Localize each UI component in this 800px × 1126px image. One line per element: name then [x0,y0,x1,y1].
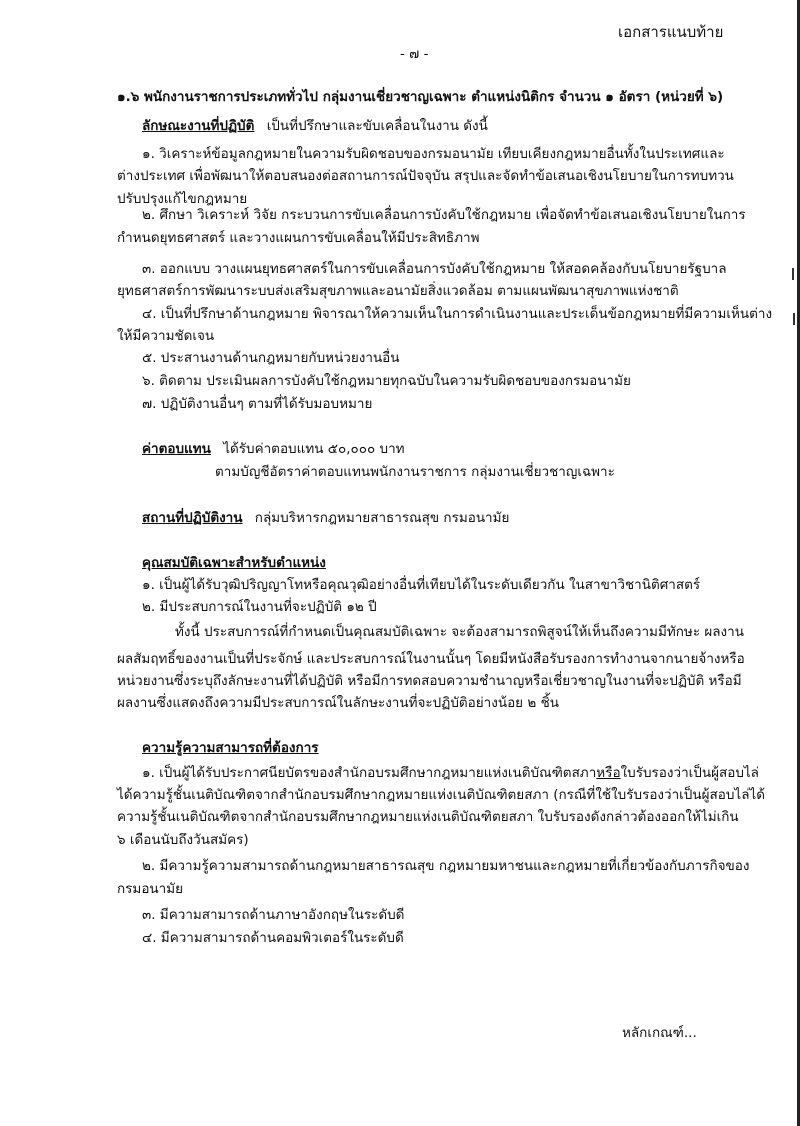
duty-line: ปรับปรุงแก้ไขกฎหมาย [117,191,248,207]
scan-mark [793,313,795,325]
scan-mark [792,268,794,280]
duties-heading: ลักษณะงานที่ปฏิบัติ [142,118,255,134]
duty-line: ๔. เป็นที่ปรึกษาด้านกฎหมาย พิจารณาให้ความเห็นในการดำเนินงานและประเด็นข้อกฎหมายที่มีความเห็นต่าง [142,306,773,322]
compensation-heading: ค่าตอบแทน [142,441,211,457]
duty-line: ยุทธศาสตร์การพัฒนาระบบส่งเสริมสุขภาพและอนามัยสิ่งแวดล้อม ตามแผนพัฒนาสุขภาพแห่งชาติ [117,283,679,299]
page-number: - ๗ - [400,46,429,62]
duty-line: ๑. วิเคราะห์ข้อมูลกฎหมายในความรับผิดชอบของกรมอนามัย เทียบเคียงกฎหมายอื่นทั้งในประเทศและ [142,146,725,162]
workplace-value: กลุ่มบริหารกฎหมายสาธารณสุข กรมอนามัย [254,510,510,526]
knowledge-line: กรมอนามัย [117,881,184,897]
knowledge-line: ได้ความรู้ชั้นเนติบัณฑิตจากสำนักอบรมศึกษากฎหมายแห่งเนติบัณฑิตยสภา (กรณีที่ใช้ใบรับรองว่าเป็นผู้สอบไล่ได้ [117,787,766,803]
duty-line: ๗. ปฏิบัติงานอื่นๆ ตามที่ได้รับมอบหมาย [142,396,373,412]
duties-intro: เป็นที่ปรึกษาและขับเคลื่อนในงาน ดังนี้ [266,118,488,134]
knowledge-line [142,763,759,783]
qualification-line: ๑. เป็นผู้ได้รับวุฒิปริญญาโทหรือคุณวุฒิอย่างอื่นที่เทียบได้ในระดับเดียวกัน ในสาขาวิชานิติศาสตร์ [142,577,701,593]
knowledge-heading: ความรู้ความสามารถที่ต้องการ [142,740,319,756]
knowledge-line-part: ใบรับรองว่าเป็นผู้สอบไล่ [620,765,759,781]
duty-line: ต่างประเทศ เพื่อพัฒนาให้ตอบสนองต่อสถานการณ์ปัจจุบัน สรุปและจัดทำข้อเสนอเชิงนโยบายในการทบทวน [117,168,734,184]
duty-line: ๓. ออกแบบ วางแผนยุทธศาสตร์ในการขับเคลื่อนการบังคับใช้กฎหมาย ให้สอดคล้องกับนโยบายรัฐบาล [142,261,727,277]
qualifications-heading: คุณสมบัติเฉพาะสำหรับตำแหน่ง [142,555,326,571]
continued-label: หลักเกณฑ์... [622,1025,697,1041]
duty-line: กำหนดยุทธศาสตร์ และวางแผนการขับเคลื่อนให้มีประสิทธิภาพ [117,230,480,246]
duty-line: ๒. ศึกษา วิเคราะห์ วิจัย กระบวนการขับเคลื่อนการบังคับใช้กฎหมาย เพื่อจัดทำข้อเสนอเชิงนโยบายในการ [142,207,746,223]
knowledge-line: ๓. มีความสามารถด้านภาษาอังกฤษในระดับดี [142,907,405,923]
knowledge-line: ความรู้ชั้นเนติบัณฑิตจากสำนักอบรมศึกษากฎหมายแห่งเนติบัณฑิตยสภา ใบรับรองดังกล่าวต้องออกให้ไม่เกิน [117,809,739,825]
qualification-line: ผลสัมฤทธิ์ของงานเป็นที่ประจักษ์ และประสบการณ์ในงานนั้นๆ โดยมีหนังสือรับรองการทำงานจากนายจ้างหรือ [117,651,745,667]
duty-line: ๖. ติดตาม ประเมินผลการบังคับใช้กฎหมายทุกฉบับในความรับผิดชอบของกรมอนามัย [142,373,631,389]
duty-line: ให้มีความชัดเจน [117,328,215,344]
section-title: ๑.๖ พนักงานราชการประเภททั่วไป กลุ่มงานเชี่ยวชาญเฉพาะ ตำแหน่งนิติกร จำนวน ๑ อัตรา (หน่วยที่ ๖) [117,89,724,105]
qualification-line: ทั้งนี้ ประสบการณ์ที่กำหนดเป็นคุณสมบัติเฉพาะ จะต้องสามารถพิสูจน์ให้เห็นถึงความมีทักษะ ผลงาน [175,624,744,640]
knowledge-line-part: ๑. เป็นผู้ได้รับประกาศนียบัตรของสำนักอบรมศึกษากฎหมายแห่งเนติบัณฑิตสภา [142,765,597,781]
duty-line: ๕. ประสานงานด้านกฎหมายกับหน่วยงานอื่น [142,350,400,366]
workplace-heading: สถานที่ปฏิบัติงาน [142,510,243,526]
annex-label: เอกสารแนบท้าย [618,23,724,41]
duties-heading-row [142,116,488,136]
compensation-basis: ตามบัญชีอัตราค่าตอบแทนพนักงานราชการ กลุ่มงานเชี่ยวชาญเฉพาะ [215,464,615,480]
knowledge-line: ๔. มีความสามารถด้านคอมพิวเตอร์ในระดับดี [142,930,404,946]
compensation-row [142,439,405,459]
knowledge-line: ๖ เดือนนับถึงวันสมัคร) [117,832,249,848]
knowledge-line: ๒. มีความรู้ความสามารถด้านกฎหมายสาธารณสุข กฎหมายมหาชนและกฎหมายที่เกี่ยวข้องกับภารกิจของ [142,858,750,874]
qualification-line: ๒. มีประสบการณ์ในงานที่จะปฏิบัติ ๑๒ ปี [142,599,377,615]
compensation-amount: ได้รับค่าตอบแทน ๕๐,๐๐๐ บาท [223,441,405,457]
qualification-line: หน่วยงานซึ่งระบุถึงลักษะงานที่ได้ปฏิบัติ หรือมีการทดสอบความชำนาญหรือเชี่ยวชาญในงานที่จะปฏิบัติ หรือมี [117,673,742,689]
workplace-row [142,508,509,528]
knowledge-or: หรือ [596,765,621,781]
qualification-line: ผลงานซึ่งแสดงถึงความมีประสบการณ์ในลักษะงานที่จะปฏิบัติอย่างน้อย ๒ ชิ้น [117,695,559,711]
